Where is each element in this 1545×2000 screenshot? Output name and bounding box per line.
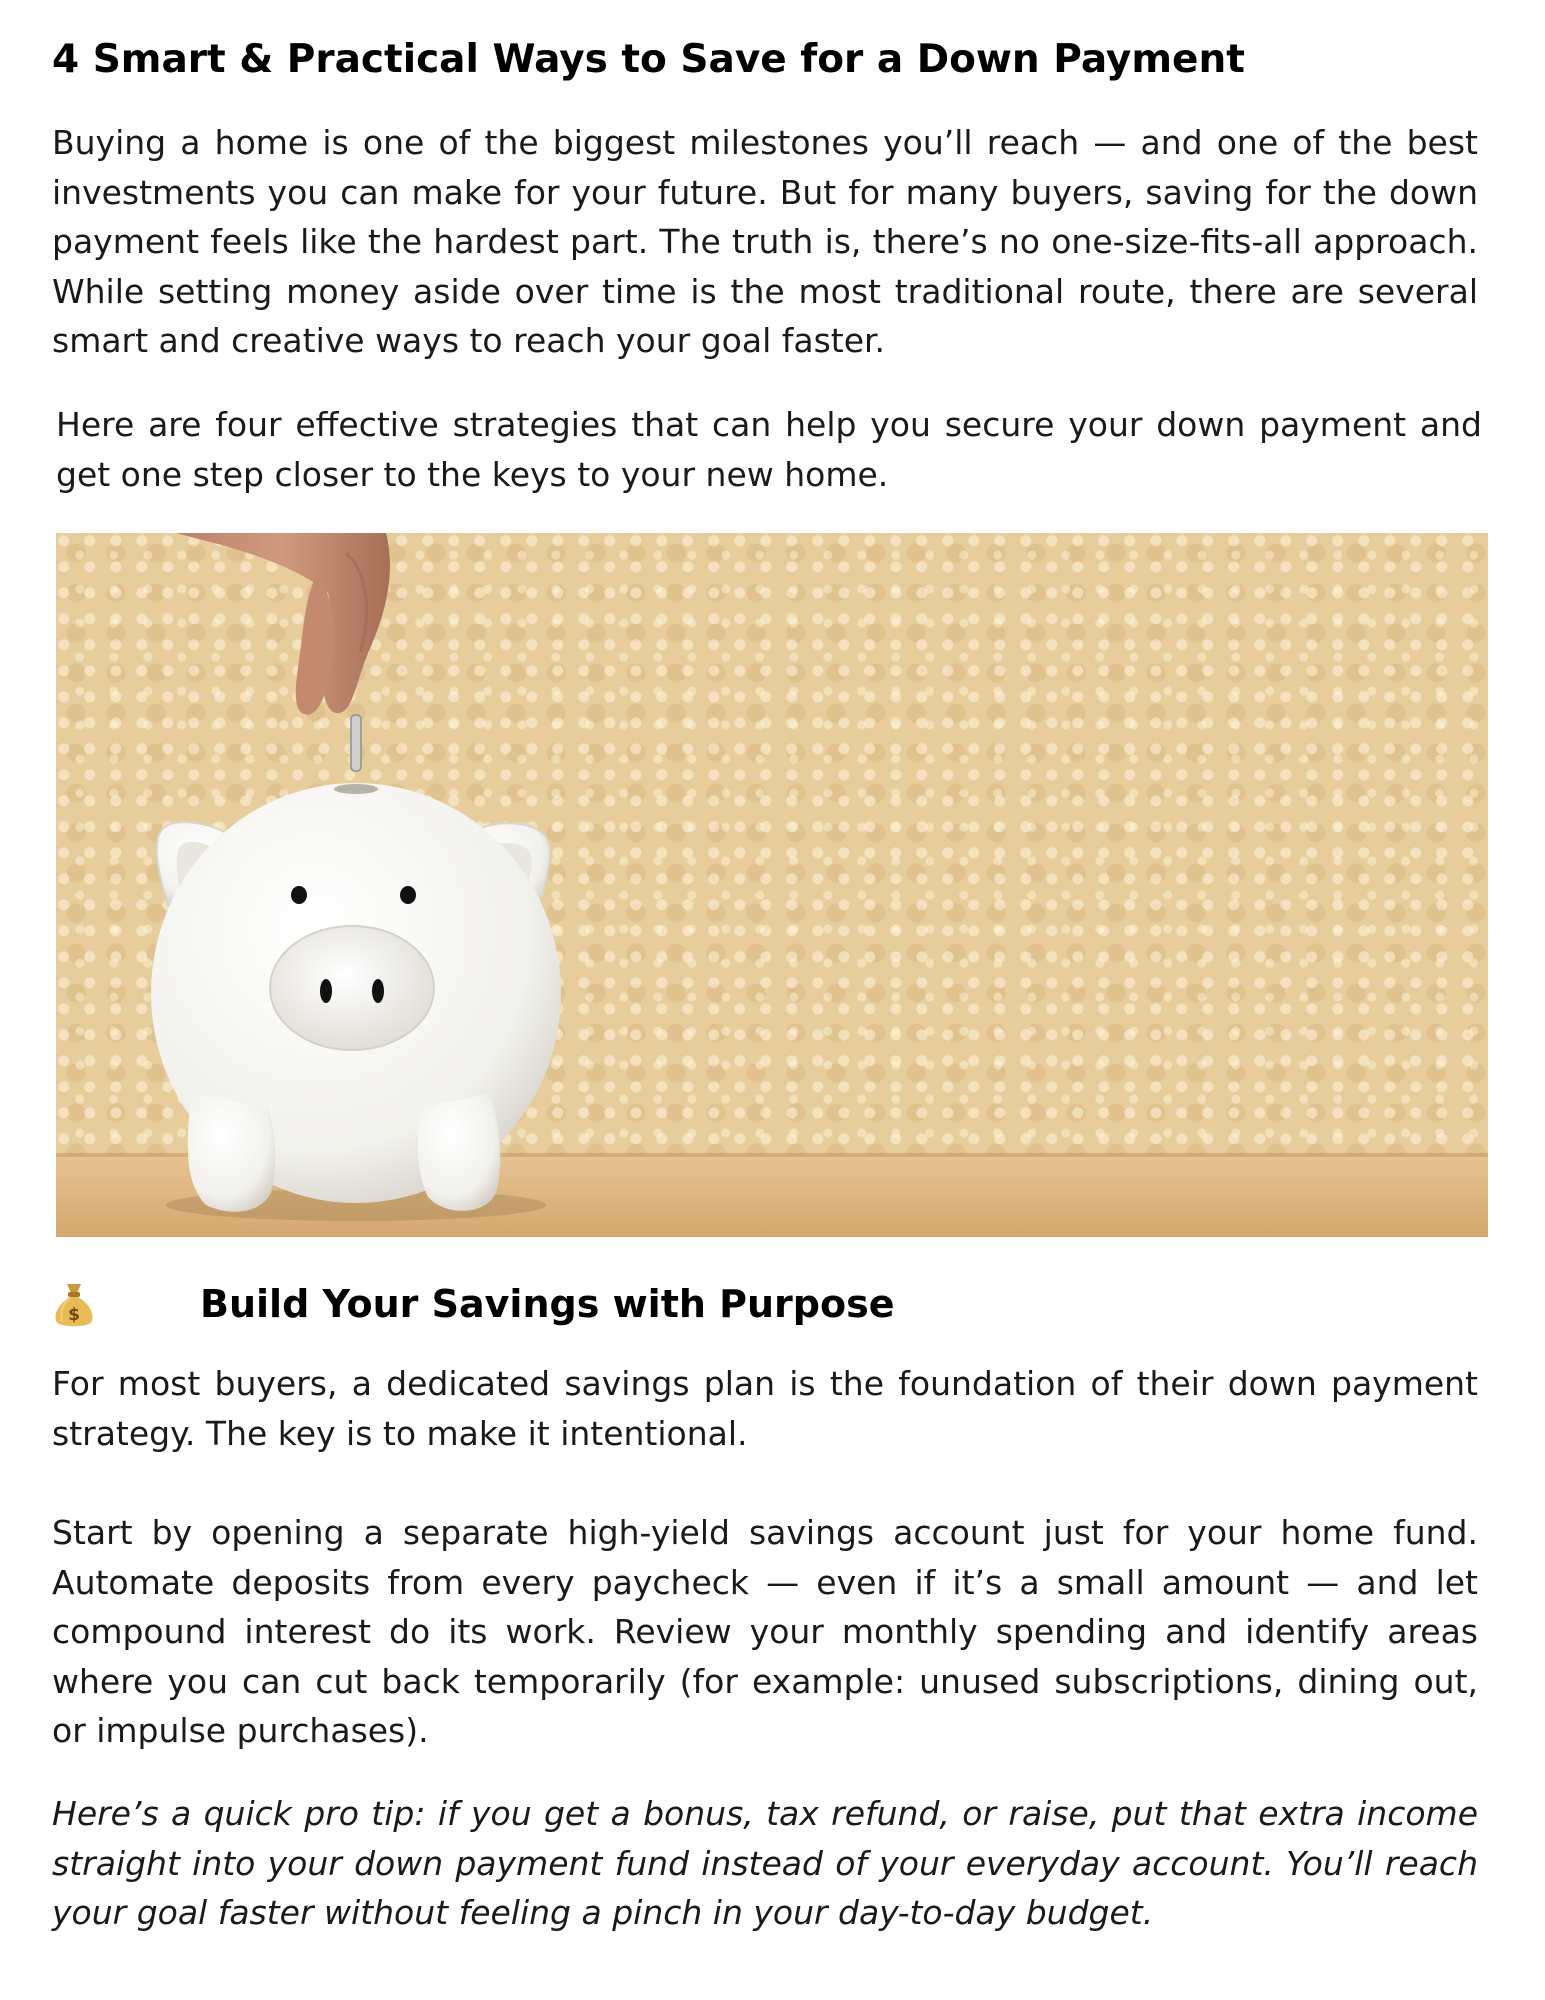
pro-tip-paragraph: Here’s a quick pro tip: if you get a bonus, tax refund, or raise, put that extra income straight into your down payment fund instead of your everyday account. You’ll reach your goal faster without feeling a pinch in your day-to-day budget. (52, 1794, 1478, 1932)
lead-paragraph: Here are four effective strategies that can help you secure your down payment and get one step closer to the keys to your new home. (56, 405, 1482, 494)
section-paragraph-1: For most buyers, a dedicated savings plan is the foundation of their down payment strategy. The key is to make it intentional. (52, 1364, 1478, 1453)
piggy-bank-photo (56, 533, 1488, 1237)
section-paragraph-2: Start by opening a separate high-yield savings account just for your home fund. Automate deposits from every paycheck — even if it’s a small amount — and let compound interest do its work. Review your monthly spending and identify areas where you can cut back temporarily (for example: unused subscriptions, dining out, or impulse purchases). (52, 1513, 1478, 1750)
piggy-bank-illustration (56, 533, 1488, 1237)
section-heading-row (52, 1272, 1052, 1338)
page-title: 4 Smart & Practical Ways to Save for a Down Payment (52, 37, 1245, 82)
svg-text:$: $ (68, 1305, 80, 1325)
intro-paragraph: Buying a home is one of the biggest milestones you’ll reach — and one of the best investments you can make for your future. But for many buyers, saving for the down payment feels like the hardest part. The truth is, there’s no one-size-fits-all approach. While setting money aside over time is the most traditional route, there are several smart and creative ways to reach your goal faster. (52, 123, 1478, 360)
money-bag-icon (52, 1278, 96, 1330)
section-title: Build Your Savings with Purpose (200, 1282, 895, 1326)
